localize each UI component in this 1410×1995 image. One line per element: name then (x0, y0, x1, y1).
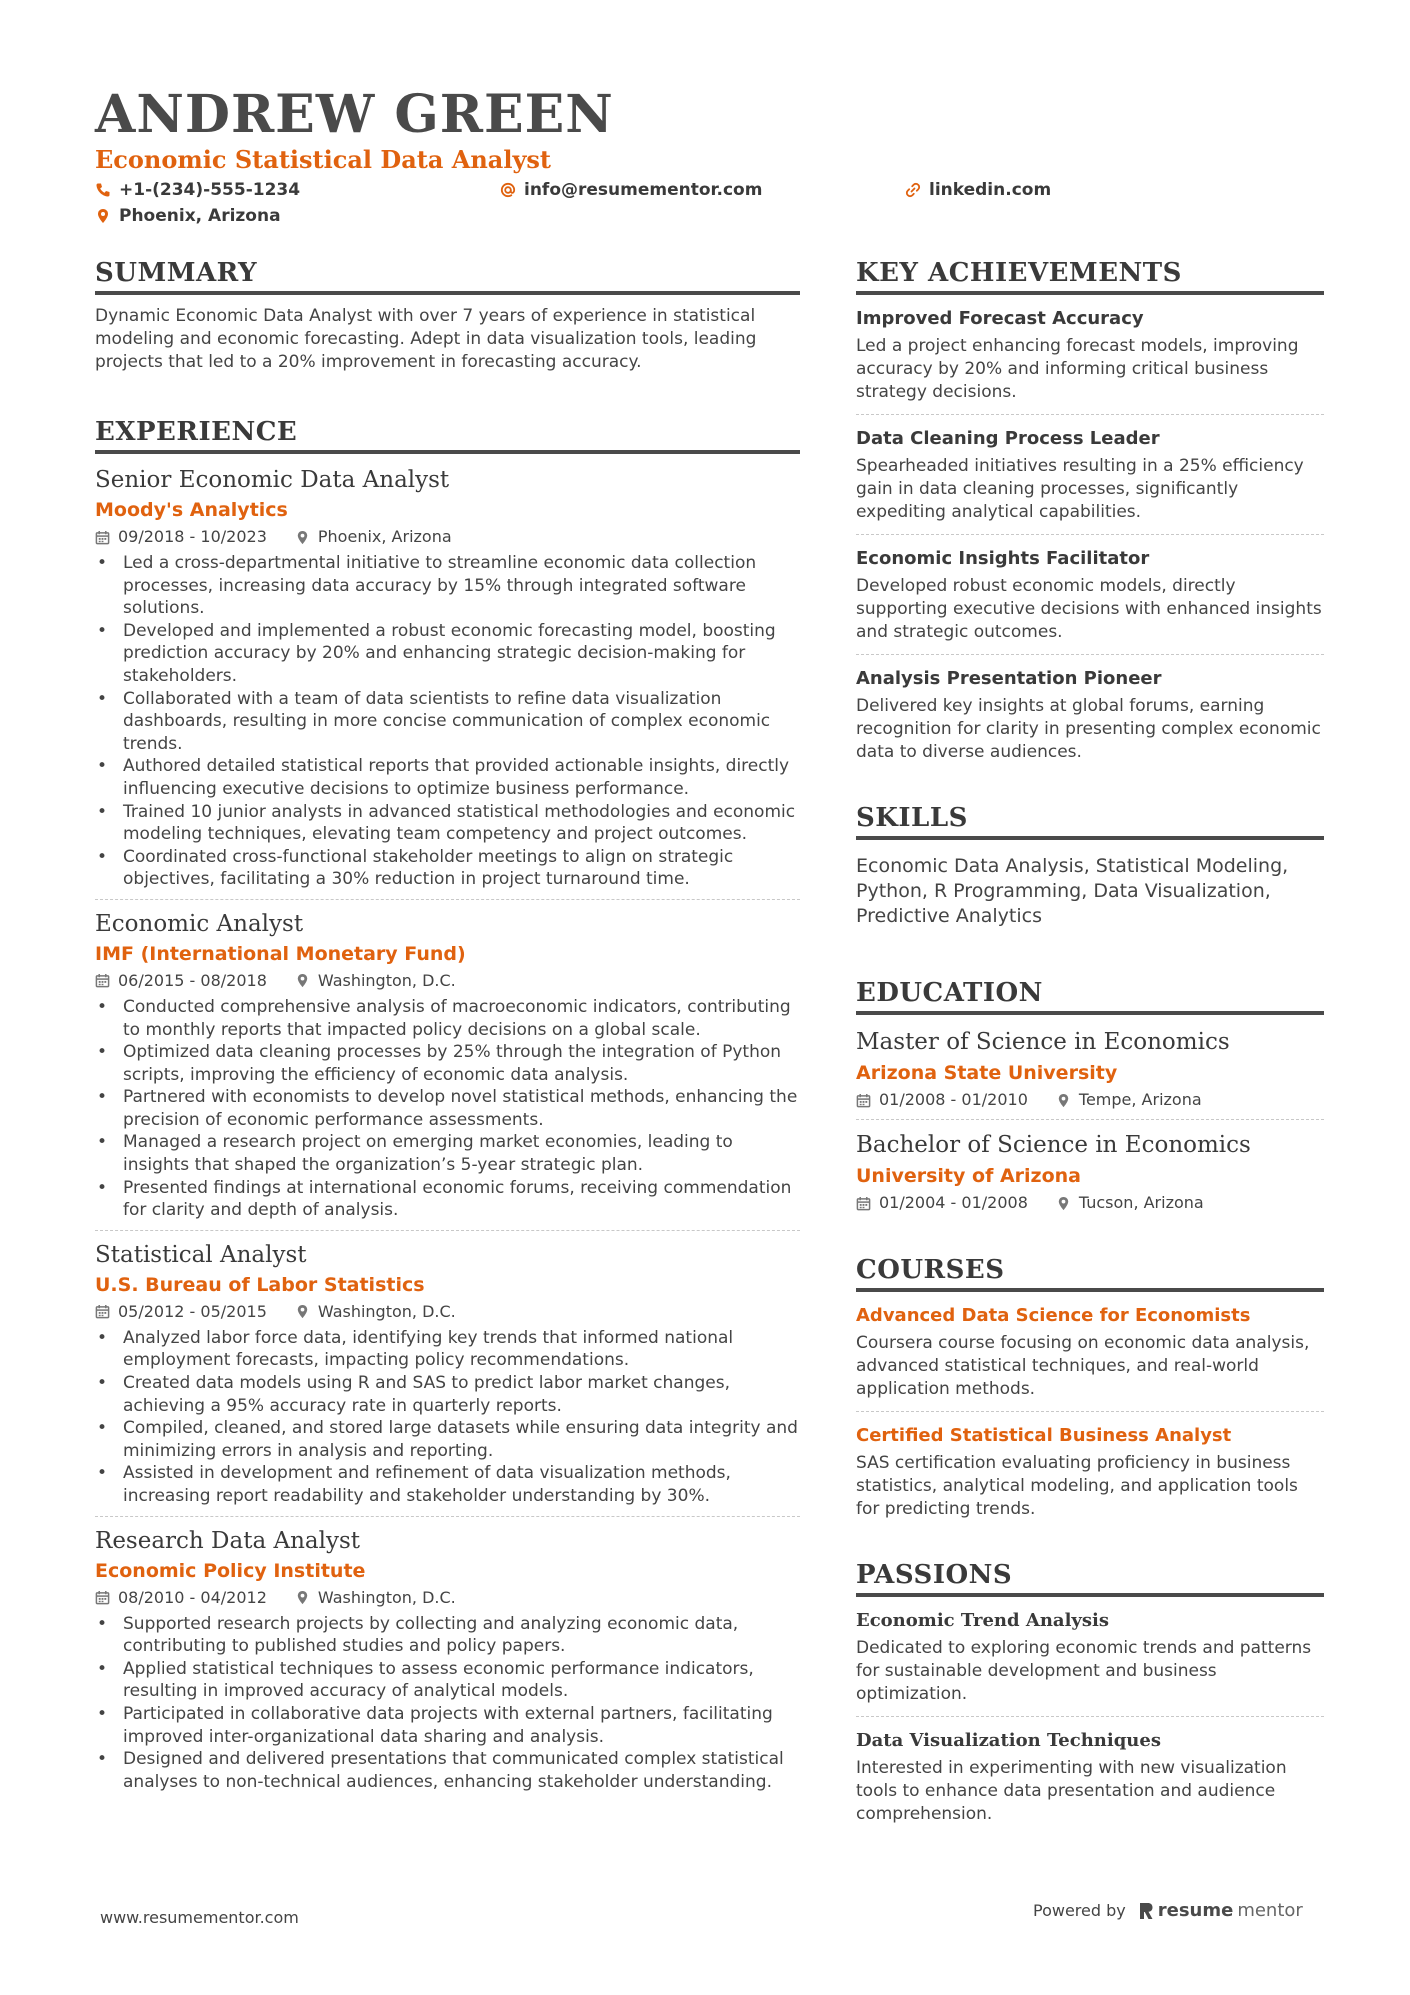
skills-heading: SKILLS (856, 800, 1324, 840)
education-dates: 01/2004 - 01/2008 (856, 1190, 1028, 1216)
passion-desc: Interested in experimenting with new visualization tools to enhance data presentation and audience comprehension. (856, 1758, 1287, 1824)
passion-item (856, 1607, 1324, 1717)
candidate-title: Economic Statistical Data Analyst (95, 145, 552, 174)
job-location: Washington, D.C. (295, 968, 456, 994)
bullet-item: • Conducted comprehensive analysis of macroeconomic indicators, contributing to monthly reports that impacted policy decisions on a global scale. (95, 996, 800, 1041)
phone-icon (95, 182, 111, 198)
experience-section (95, 414, 800, 1801)
calendar-icon (856, 1093, 871, 1108)
bullet-item: • Trained 10 junior analysts in advanced statistical methodologies and economic modeling techniques, elevating team competency and project outcomes. (95, 801, 800, 846)
summary-section (95, 255, 800, 374)
education-dates: 01/2008 - 01/2010 (856, 1087, 1028, 1113)
location-pin-icon (1056, 1093, 1071, 1108)
achievements-section (856, 255, 1324, 774)
education-meta (856, 1190, 1324, 1216)
job-meta (95, 968, 800, 994)
job-company: Moody's Analytics (95, 499, 288, 521)
bullet-item: • Optimized data cleaning processes by 25% through the integration of Python scripts, improving the efficiency of economic data analysis. (95, 1041, 800, 1086)
job-entry (95, 908, 800, 1231)
course-item (856, 1422, 1324, 1531)
calendar-icon (95, 530, 110, 545)
education-item (856, 1128, 1324, 1222)
job-meta (95, 524, 800, 550)
passions-heading: PASSIONS (856, 1557, 1324, 1597)
courses-heading: COURSES (856, 1252, 1324, 1292)
bullet-item: • Participated in collaborative data projects with external partners, facilitating improved inter-organizational data sharing and analysis. (95, 1703, 800, 1748)
achievement-item (856, 665, 1324, 774)
at-sign-icon (500, 182, 516, 198)
left-column (95, 255, 800, 1809)
email-text: info@resumementor.com (524, 180, 763, 200)
course-item (856, 1302, 1324, 1412)
education-item (856, 1025, 1324, 1120)
brand-name-light: mentor (1237, 1900, 1303, 1921)
job-dates: 05/2012 - 05/2015 (95, 1299, 267, 1325)
contact-location (95, 203, 281, 229)
job-company: IMF (International Monetary Fund) (95, 942, 466, 965)
education-degree: Master of Science in Economics (856, 1029, 1230, 1055)
calendar-icon (856, 1196, 871, 1211)
contact-email[interactable] (500, 177, 762, 203)
link-icon (905, 182, 921, 198)
linkedin-text: linkedin.com (929, 180, 1052, 200)
course-desc: Coursera course focusing on economic data analysis, advanced statistical techniques, and real-world application methods. (856, 1333, 1310, 1399)
education-meta (856, 1087, 1324, 1113)
education-school: University of Arizona (856, 1165, 1081, 1187)
experience-heading: EXPERIENCE (95, 414, 800, 454)
skills-section (856, 800, 1324, 929)
phone-text: +1-(234)-555-1234 (119, 180, 301, 200)
summary-text: Dynamic Economic Data Analyst with over 7 years of experience in statistical modeling and economic forecasting. Adept in data visualization tools, leading projects that led to a 20% improvement in forecasting accuracy. (95, 306, 757, 372)
calendar-icon (95, 973, 110, 988)
job-location: Washington, D.C. (295, 1299, 456, 1325)
bullet-item: • Managed a research project on emerging market economies, leading to insights that shaped the organization’s 5-year strategic plan. (95, 1131, 800, 1176)
job-role: Research Data Analyst (95, 1527, 361, 1554)
footer-website[interactable]: www.resumementor.com (100, 1908, 299, 1927)
passion-title: Data Visualization Techniques (856, 1730, 1161, 1751)
achievements-heading: KEY ACHIEVEMENTS (856, 255, 1324, 295)
job-bullets (95, 1327, 800, 1508)
skills-text: Economic Data Analysis, Statistical Modeling, Python, R Programming, Data Visualization, Predictive Analytics (856, 855, 1289, 927)
passion-title: Economic Trend Analysis (856, 1610, 1109, 1631)
job-company: Economic Policy Institute (95, 1559, 366, 1582)
achievement-title: Data Cleaning Process Leader (856, 428, 1160, 449)
job-bullets (95, 1613, 800, 1794)
job-location: Phoenix, Arizona (295, 524, 452, 550)
job-dates: 08/2010 - 04/2012 (95, 1585, 267, 1611)
summary-heading: SUMMARY (95, 255, 800, 295)
job-entry (95, 1239, 800, 1517)
location-pin-icon (95, 208, 111, 224)
education-heading: EDUCATION (856, 975, 1324, 1015)
achievement-item (856, 425, 1324, 535)
location-text: Phoenix, Arizona (119, 206, 281, 226)
location-pin-icon (295, 1304, 310, 1319)
job-role: Statistical Analyst (95, 1241, 307, 1268)
calendar-icon (95, 1304, 110, 1319)
bullet-item: • Designed and delivered presentations that communicated complex statistical analyses to non-technical audiences, enhancing stakeholder understanding. (95, 1748, 800, 1793)
right-column (856, 255, 1324, 1846)
achievement-title: Economic Insights Facilitator (856, 548, 1150, 569)
bullet-item: • Applied statistical techniques to assess economic performance indicators, resulting in improved accuracy of analytical models. (95, 1658, 800, 1703)
passion-item (856, 1727, 1324, 1836)
bullet-item: • Led a cross-departmental initiative to streamline economic data collection processes, increasing data accuracy by 15% through integrated software solutions. (95, 552, 800, 620)
course-title: Certified Statistical Business Analyst (856, 1425, 1232, 1446)
achievement-desc: Spearheaded initiatives resulting in a 25% efficiency gain in data cleaning processes, significantly expediting analytical capabilities. (856, 456, 1304, 522)
education-location: Tucson, Arizona (1056, 1190, 1204, 1216)
job-role: Economic Analyst (95, 910, 304, 937)
job-dates: 09/2018 - 10/2023 (95, 524, 267, 550)
bullet-item: • Analyzed labor force data, identifying key trends that informed national employment forecasts, impacting policy recommendations. (95, 1327, 800, 1372)
location-pin-icon (1056, 1196, 1071, 1211)
location-pin-icon (295, 973, 310, 988)
job-location: Washington, D.C. (295, 1585, 456, 1611)
achievement-title: Analysis Presentation Pioneer (856, 668, 1162, 689)
bullet-item: • Assisted in development and refinement of data visualization methods, increasing report readability and stakeholder understanding by 30%. (95, 1462, 800, 1507)
bullet-item: • Authored detailed statistical reports that provided actionable insights, directly influencing executive decisions to optimize business performance. (95, 755, 800, 800)
location-pin-icon (295, 1590, 310, 1605)
course-desc: SAS certification evaluating proficiency in business statistics, analytical modeling, and application tools for predicting trends. (856, 1453, 1298, 1519)
brand-logo[interactable] (1138, 1900, 1303, 1921)
courses-section (856, 1252, 1324, 1531)
bullet-item: • Created data models using R and SAS to predict labor market changes, achieving a 95% accuracy rate in quarterly reports. (95, 1372, 800, 1417)
course-title: Advanced Data Science for Economists (856, 1305, 1251, 1326)
job-role: Senior Economic Data Analyst (95, 467, 450, 493)
bullet-item: • Partnered with economists to develop novel statistical methods, enhancing the precision of economic performance assessments. (95, 1086, 800, 1131)
education-school: Arizona State University (856, 1062, 1118, 1084)
resumementor-logo-icon (1138, 1901, 1154, 1921)
bullet-item: • Supported research projects by collecting and analyzing economic data, contributing to published studies and policy papers. (95, 1613, 800, 1658)
education-degree: Bachelor of Science in Economics (856, 1132, 1251, 1158)
education-section (856, 975, 1324, 1222)
job-bullets (95, 552, 800, 891)
bullet-item: • Developed and implemented a robust economic forecasting model, boosting prediction accuracy by 20% and enhancing strategic decision-making for stakeholders. (95, 620, 800, 688)
achievement-item (856, 305, 1324, 415)
resume-header (95, 85, 1325, 235)
location-pin-icon (295, 530, 310, 545)
job-bullets (95, 996, 800, 1222)
achievement-desc: Developed robust economic models, directly supporting executive decisions with enhanced insights and strategic outcomes. (856, 576, 1322, 642)
contact-phone[interactable] (95, 177, 300, 203)
contact-info (95, 177, 1325, 235)
calendar-icon (95, 1590, 110, 1605)
job-entry (95, 464, 800, 900)
passions-section (856, 1557, 1324, 1836)
brand-name-bold: resume (1157, 1900, 1234, 1921)
bullet-item: • Collaborated with a team of data scientists to refine data visualization dashboards, resulting in more concise communication of complex economic trends. (95, 688, 800, 756)
passion-desc: Dedicated to exploring economic trends and patterns for sustainable development and business optimization. (856, 1638, 1312, 1704)
achievement-title: Improved Forecast Accuracy (856, 308, 1144, 329)
job-dates: 06/2015 - 08/2018 (95, 968, 267, 994)
footer-branding (1033, 1900, 1303, 1921)
job-entry (95, 1525, 800, 1802)
job-meta (95, 1585, 800, 1611)
contact-linkedin[interactable] (905, 177, 1051, 203)
education-location: Tempe, Arizona (1056, 1087, 1202, 1113)
achievement-desc: Delivered key insights at global forums, earning recognition for clarity in presenting complex economic data to diverse audiences. (856, 696, 1321, 762)
candidate-name: ANDREW GREEN (95, 84, 614, 145)
achievement-desc: Led a project enhancing forecast models, improving accuracy by 20% and informing critical business strategy decisions. (856, 336, 1299, 402)
bullet-item: • Compiled, cleaned, and stored large datasets while ensuring data integrity and minimizing errors in analysis and reporting. (95, 1417, 800, 1462)
powered-by-label: Powered by (1033, 1901, 1126, 1920)
job-meta (95, 1299, 800, 1325)
achievement-item (856, 545, 1324, 655)
bullet-item: • Coordinated cross-functional stakeholder meetings to align on strategic objectives, facilitating a 30% reduction in project turnaround time. (95, 846, 800, 891)
job-company: U.S. Bureau of Labor Statistics (95, 1273, 425, 1296)
bullet-item: • Presented findings at international economic forums, receiving commendation for clarity and depth of analysis. (95, 1177, 800, 1222)
